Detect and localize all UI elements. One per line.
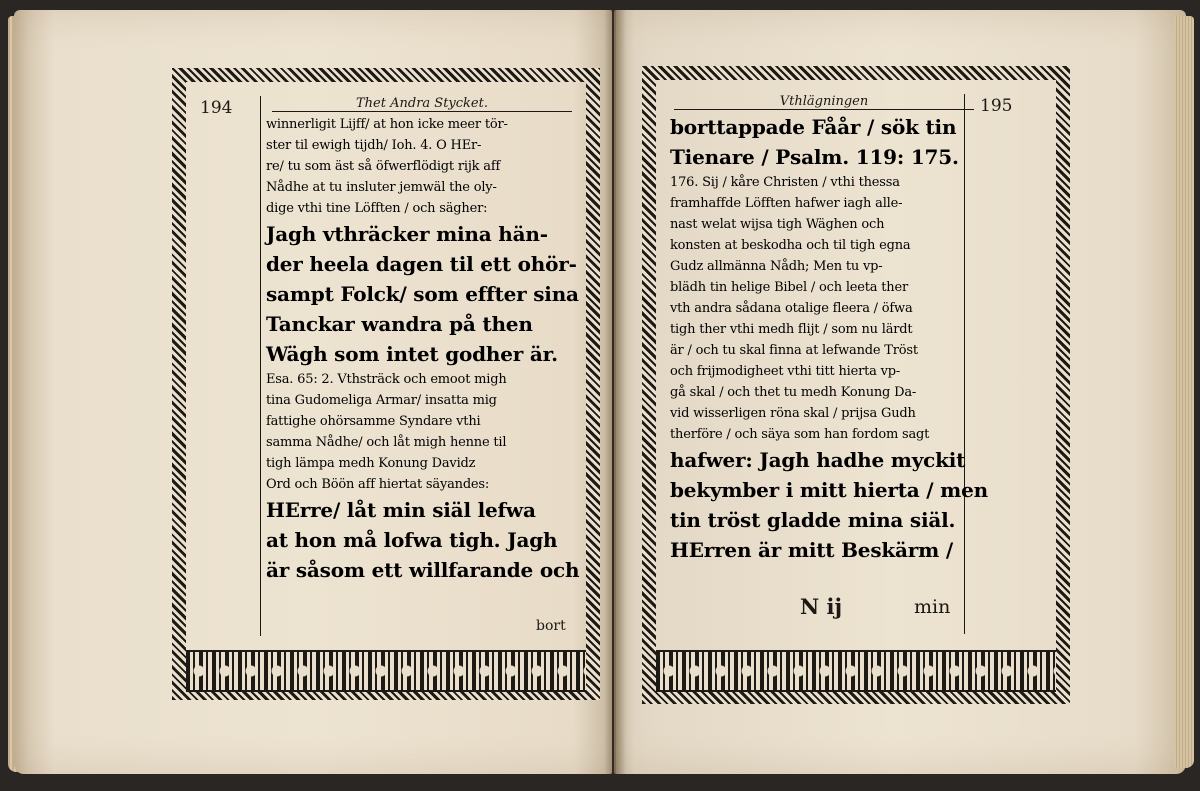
right-signature-mark: N ij <box>800 594 843 619</box>
left-text-line: at hon må lofwa tigh. Jagh <box>266 528 558 552</box>
left-text-line: fattighe ohörsamme Syndare vthi <box>266 414 481 429</box>
left-text-block <box>266 114 580 585</box>
right-text-line: tin tröst gladde mina siäl. <box>670 508 956 532</box>
right-text-line: vth andra sådana otalige fleera / öfwa <box>670 301 913 316</box>
right-text-line: borttappade Fåår / sök tin <box>670 115 957 139</box>
left-text-line: sampt Folck/ som effter sina <box>266 282 579 306</box>
right-text-line: HErren är mitt Beskärm / <box>670 538 953 562</box>
left-text-line: der heela dagen til ett ohör- <box>266 252 577 276</box>
left-text-line: re/ tu som äst så öfwerflödigt rijk aff <box>266 159 501 174</box>
left-text-line: tigh lämpa medh Konung Davidz <box>266 456 476 471</box>
right-text-line: och frijmodigheet vthi titt hierta vp- <box>670 364 901 379</box>
right-text-line: blädh tin helige Bibel / och leeta ther <box>670 280 908 295</box>
left-text-line: dige vthi tine Löfften / och sägher: <box>266 201 488 216</box>
right-text-line: 176. Sij / kåre Christen / vthi thessa <box>670 175 900 190</box>
left-text-line: winnerligit Lijff/ at hon icke meer tör- <box>266 117 508 132</box>
right-text-line: bekymber i mitt hierta / men <box>670 478 988 502</box>
right-text-line: nast welat wijsa tigh Wäghen och <box>670 217 885 232</box>
left-text-line: HErre/ låt min siäl lefwa <box>266 498 536 522</box>
left-text-line: Wägh som intet godher är. <box>266 342 558 366</box>
right-text-block <box>670 112 988 565</box>
right-text-line: Tienare / Psalm. 119: 175. <box>670 145 959 169</box>
left-text-line: Jagh vthräcker mina hän- <box>266 222 548 246</box>
right-text-line: hafwer: Jagh hadhe myckit <box>670 448 966 472</box>
right-text-line: konsten at beskodha och til tigh egna <box>670 238 911 253</box>
page-edges-right <box>1174 16 1194 768</box>
left-text-line: samma Nådhe/ och låt migh henne til <box>266 435 507 450</box>
right-text-line: gå skal / och thet tu medh Konung Da- <box>670 385 917 400</box>
left-running-head: Thet Andra Stycket. <box>272 96 572 112</box>
right-ornamental-band <box>656 650 1056 692</box>
right-text-line: vid wisserligen röna skal / prijsa Gudh <box>670 406 916 421</box>
left-ornamental-band <box>186 650 586 692</box>
open-book <box>14 10 1190 780</box>
left-text-line: ster til ewigh tijdh/ Ioh. 4. O HEr- <box>266 138 482 153</box>
right-text-line: framhaffde Löfften hafwer iagh alle- <box>670 196 903 211</box>
left-catchword: bort <box>536 618 566 634</box>
right-text-line: tigh ther vthi medh flijt / som nu lärdt <box>670 322 913 337</box>
right-page-number: 195 <box>980 96 1013 116</box>
left-text-line: Nådhe at tu insluter jemwäl the oly- <box>266 180 497 195</box>
right-text-line: Gudz allmänna Nådh; Men tu vp- <box>670 259 883 274</box>
left-column-rule <box>260 96 261 636</box>
right-text-line: therföre / och säya som han fordom sagt <box>670 427 930 442</box>
left-text-line: Tanckar wandra på then <box>266 312 533 336</box>
right-catchword: min <box>914 596 951 618</box>
left-text-line: Esa. 65: 2. Vthsträck och emoot migh <box>266 372 507 387</box>
left-page-number: 194 <box>200 98 233 118</box>
right-running-head: Vthlägningen <box>674 94 974 110</box>
left-text-line: Ord och Böön aff hiertat säyandes: <box>266 477 490 492</box>
left-text-line: tina Gudomeliga Armar/ insatta mig <box>266 393 497 408</box>
book-gutter <box>604 10 626 774</box>
left-text-line: är såsom ett willfarande och <box>266 558 580 582</box>
right-text-line: är / och tu skal finna at lefwande Tröst <box>670 343 918 358</box>
